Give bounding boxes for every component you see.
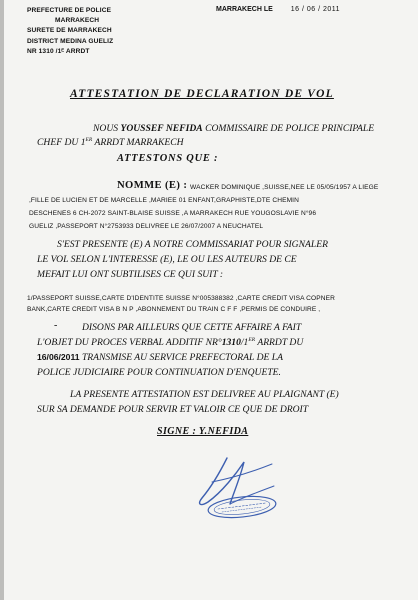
header-line: SURETE DE MARRAKECH <box>27 27 112 35</box>
stolen-items-line-1: 1/PASSEPORT SUISSE,CARTE D'IDENTITE SUISSE N°005388382 ,CARTE CREDIT VISA COPNER <box>27 295 335 302</box>
dash-marker: - <box>54 320 58 331</box>
identity-line-3: DESCHENES 6 CH-2072 SAINT-BLAISE SUISSE ,A MARRAKECH RUE YOUGOSLAVIE N°96 <box>29 210 317 217</box>
pv-date: 16/06/2011 <box>37 352 80 362</box>
addition-line-1: DISONS PAR AILLEURS QUE CETTE AFFAIRE A FAIT <box>82 322 302 333</box>
transmission-text: TRANSMISE AU SERVICE PREFECTORAL DE LA <box>81 352 283 363</box>
signature-line: SIGNE : Y.NEFIDA <box>157 426 249 437</box>
intro-sup: ER <box>85 137 93 143</box>
pv-district: ARRDT DU <box>257 337 304 349</box>
identity-line-1: WACKER DOMINIQUE ,SUISSE,NEE LE 05/05/1957 A LIEGE <box>190 184 379 191</box>
pv-text: L'OBJET DU PROCES VERBAL ADDITIF NR° <box>37 337 222 349</box>
pv-sup: ER <box>248 337 256 343</box>
presented-line-1: S'EST PRESENTE (E) A NOTRE COMMISSARIAT POUR SIGNALER <box>57 239 328 250</box>
addition-line-2 <box>37 337 303 348</box>
addition-line-4: POLICE JUDICIAIRE POUR CONTINUATION D'ENQUETE. <box>37 367 281 378</box>
identity-line-2: ,FILLE DE LUCIEN ET DE MARCELLE ,MARIEE 01 ENFANT,GRAPHISTE,DTE CHEMIN <box>29 197 299 204</box>
intro-line-2 <box>37 137 184 148</box>
addition-line-3 <box>37 352 283 363</box>
scan-edge <box>0 0 4 600</box>
pv-slash: /1 <box>240 337 249 349</box>
pv-number: 1310 <box>221 337 241 349</box>
closing-line-1: LA PRESENTE ATTESTATION EST DELIVREE AU PLAIGNANT (E) <box>70 389 339 400</box>
intro-prefix: NOUS <box>93 123 119 134</box>
header-line: NR 1310 /1ᴱ ARRDT <box>27 47 90 55</box>
intro-district: ARRDT MARRAKECH <box>94 137 184 149</box>
commissioner-name: YOUSSEF NEFIDA <box>120 123 203 134</box>
issuing-authority-header <box>27 6 113 57</box>
header-line: PREFECTURE DE POLICE <box>27 7 112 14</box>
header-line: MARRAKECH <box>55 17 100 25</box>
commissioner-rank: COMMISSAIRE DE POLICE PRINCIPALE <box>205 123 375 134</box>
place-and-date <box>216 6 340 13</box>
stolen-items-line-2: BANK,CARTE CREDIT VISA B N P ,ABONNEMENT DU TRAIN C F F ,PERMIS DE CONDUIRE , <box>27 306 321 313</box>
date: 16 / 06 / 2011 <box>290 6 341 13</box>
attestons-heading: ATTESTONS QUE : <box>117 153 219 164</box>
identity-line-4: GUELIZ ,PASSEPORT N°2753933 DELIVREE LE 26/07/2007 A NEUCHATEL <box>29 223 264 230</box>
intro-chief: CHEF DU 1 <box>37 137 86 149</box>
closing-line-2: SUR SA DEMANDE POUR SERVIR ET VALOIR CE QUE DE DROIT <box>37 404 309 415</box>
place: MARRAKECH LE <box>216 6 273 13</box>
document-title: ATTESTATION DE DECLARATION DE VOL <box>70 88 334 100</box>
nomme-label: NOMME (E) : <box>117 180 188 191</box>
intro-line-1 <box>93 123 374 134</box>
official-stamp-and-signature <box>172 452 312 527</box>
header-line: DISTRICT MEDINA GUELIZ <box>27 37 114 45</box>
presented-line-3: MEFAIT LUI ONT SUBTILISES CE QUI SUIT : <box>37 269 224 280</box>
presented-line-2: LE VOL SELON L'INTERESSE (E), LE OU LES AUTEURS DE CE <box>37 254 297 265</box>
